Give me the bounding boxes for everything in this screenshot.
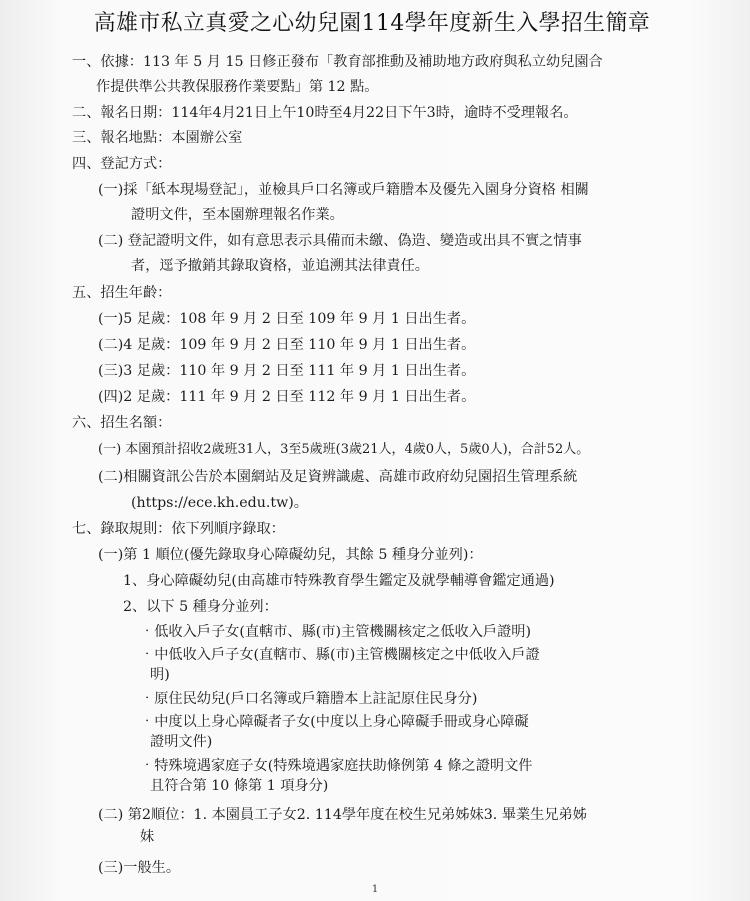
basis-line-2: 作提供準公共教保服務作業要點」第 12 點。 [96,79,379,95]
admission-bullet-2-line-2: 明) [150,667,170,683]
registration-place: 三、報名地點：本園辦公室 [72,130,243,146]
page-number: 1 [371,884,379,895]
admission-bullet-5-line-2: 且符合第 10 條第 1 項身分) [150,778,329,794]
admission-priority-3: (三)一般生。 [98,860,181,876]
registration-method-item-2-line-2: 者，逕予撤銷其錄取資格，並追溯其法律責任。 [131,258,429,274]
admission-bullet-1: ‧低收入戶子女(直轄市、縣(市)主管機關核定之低收入戶證明) [140,624,532,640]
enrollment-age-item: (三)3 足歲：110 年 9 月 2 日至 111 年 9 月 1 日出生者。 [98,363,476,379]
document-title: 高雄市私立真愛之心幼兒園114學年度新生入學招生簡章 [93,11,651,36]
quota-item-2-line-2: (https://ece.kh.edu.tw)。 [131,495,308,511]
admission-priority-2-line-2: 妹 [140,829,155,845]
admission-bullet-5-line-1: ‧特殊境遇家庭子女(特殊境遇家庭扶助條例第 4 條之證明文件 [140,758,533,774]
admission-bullet-4-line-1: ‧中度以上身心障礙者子女(中度以上身心障礙手冊或身心障礙 [140,714,529,730]
admission-priority-2-line-1: (二) 第2順位：1. 本園員工子女2. 114學年度在校生兄弟姊妹3. 畢業生兄弟姊 [98,807,587,823]
quota-heading: 六、招生名額： [72,415,172,431]
registration-method-item-1-line-1: (一)採「紙本現場登記」，並檢具戶口名簿或戶籍謄本及優先入園身分資格 相關 [98,182,589,198]
enrollment-age-item: (一)5 足歲：108 年 9 月 2 日至 109 年 9 月 1 日出生者。 [98,311,476,327]
admission-bullet-3: ‧原住民幼兒(戶口名簿或戶籍謄本上註記原住民身分) [140,691,478,707]
basis-line-1: 一、依據：113 年 5 月 15 日修正發布「教育部推動及補助地方政府與私立幼兒園合 [72,54,603,70]
registration-method-item-1-line-2: 證明文件，至本園辦理報名作業。 [131,207,344,223]
registration-method-item-2-line-1: (二) 登記證明文件，如有意思表示具備而未繳、偽造、變造或出具不實之情事 [98,233,582,249]
registration-date: 二、報名日期：114年4月21日上午10時至4月22日下午3時，逾時不受理報名。 [72,105,578,121]
quota-item-1: (一) 本園預計招收2歲班31人，3至5歲班(3歲21人，4歲0人，5歲0人)，合計52人。 [98,442,590,457]
admission-bullet-4-line-2: 證明文件) [150,734,213,750]
admission-rules-heading: 七、錄取規則：依下列順序錄取： [72,521,285,537]
enrollment-age-item: (四)2 足歲：111 年 9 月 2 日至 112 年 9 月 1 日出生者。 [98,389,476,405]
enrollment-age-item: (二)4 足歲：109 年 9 月 2 日至 110 年 9 月 1 日出生者。 [98,337,476,353]
admission-priority-1: (一)第 1 順位(優先錄取身心障礙幼兒，其餘 5 種身分並列)： [98,547,483,563]
enrollment-age-heading: 五、招生年齡： [72,285,172,301]
admission-priority-1-sub-1: 1、身心障礙幼兒(由高雄市特殊教育學生鑑定及就學輔導會鑑定通過) [123,573,555,589]
quota-item-2-line-1: (二)相關資訊公告於本園網站及足資辨識處、高雄市政府幼兒園招生管理系統 [98,469,578,485]
admission-priority-1-sub-2: 2、以下 5 種身分並列： [123,599,278,615]
registration-method-heading: 四、登記方式： [72,156,172,172]
admission-bullet-2-line-1: ‧中低收入戶子女(直轄市、縣(市)主管機關核定之中低收入戶證 [140,647,540,663]
